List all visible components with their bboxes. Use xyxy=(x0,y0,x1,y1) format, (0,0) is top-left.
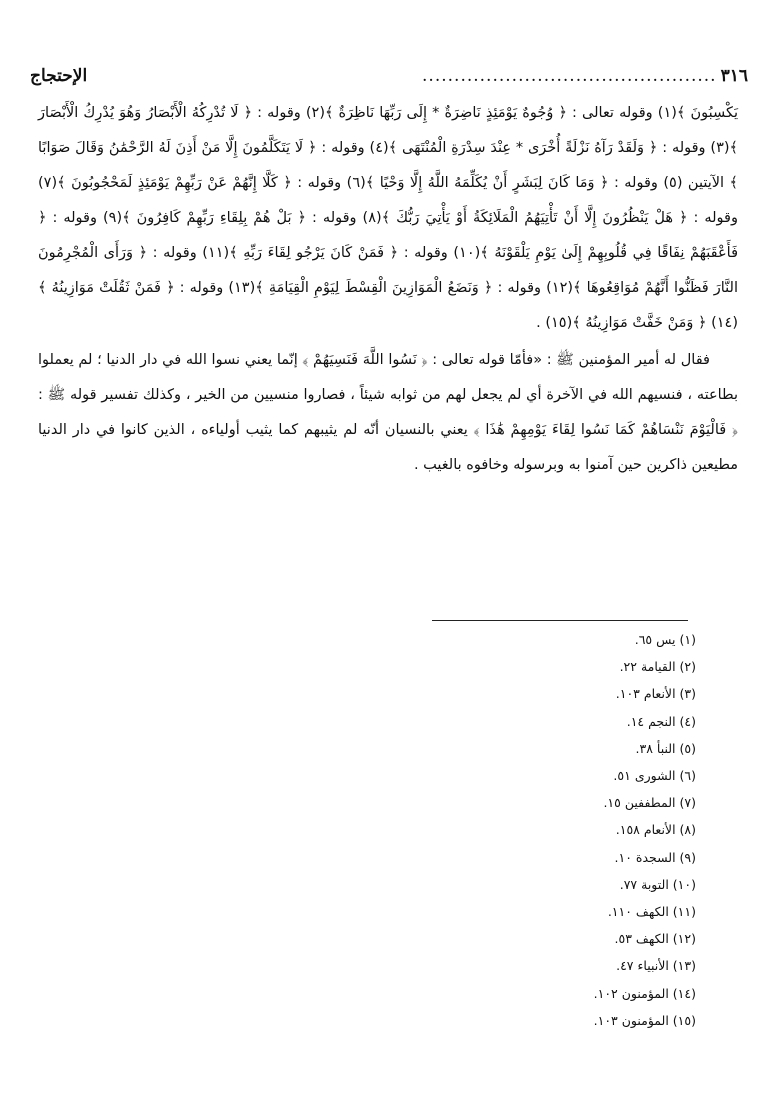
header-dots: .............................................. xyxy=(422,66,717,86)
footnote: (٨) الأنعام ١٥٨. xyxy=(615,822,696,838)
running-title: الإحتجاج xyxy=(30,66,88,86)
footnote: (١٥) المؤمنون ١٠٣. xyxy=(593,1012,696,1028)
main-text xyxy=(38,96,738,483)
footnote: (٢) القيامة ٢٢. xyxy=(619,659,696,675)
footnote: (١) يس ٦٥. xyxy=(634,632,696,647)
footnote: (٤) النجم ١٤. xyxy=(626,713,696,729)
footnote: (٣) الأنعام ١٠٣. xyxy=(615,686,696,702)
footnote: (١٣) الأنبياء ٤٧. xyxy=(616,958,696,974)
paragraph-commentary: فقال له أمير المؤمنين ﷺ : «فأمّا قوله تعالى : ﴿ نَسُوا اللَّهَ فَنَسِيَهُمْ ﴾ إنّما يعني نسوا الله في دار الدنيا ؛ لم يعملوا بطاعته ، فنسيهم الله في الآخرة أي لم يجعل لهم من ثوابه شيئاً ، فصاروا منسيين من الخير ، وكذلك تفسير قوله ﷺ : ﴿ فَالْيَوْمَ نَنْسَاهُمْ كَمَا نَسُوا لِقَاءَ يَوْمِهِمْ هَٰذَا ﴾ يعني بالنسيان أنّه لم يثيبهم كما يثيب أولياءه ، الذين كانوا في دار الدنيا مطيعين ذاكرين حين آمنوا به وبرسوله وخافوه بالغيب . xyxy=(38,352,738,473)
footnote: (١٠) التوبة ٧٧. xyxy=(619,876,696,892)
paragraph-quranic-verses: يَكْسِبُونَ ﴾(١) وقوله تعالى : ﴿ وُجُوهٌ يَوْمَئِذٍ نَاضِرَةٌ * إِلَى رَبِّهَا نَاظِرَةٌ ﴾(٢) وقوله : ﴿ لَا تُدْرِكُهُ الْأَبْصَارُ وَهُوَ يُدْرِكُ الْأَبْصَارَ ﴾(٣) وقوله : ﴿ وَلَقَدْ رَآهُ نَزْلَةً أُخْرَى * عِنْدَ سِدْرَةِ الْمُنْتَهَى ﴾(٤) وقوله : ﴿ لَا يَتَكَلَّمُونَ إِلَّا مَنْ أَذِنَ لَهُ الرَّحْمَٰنُ وَقَالَ صَوَابًا ﴾ الآيتين (٥) وقوله : ﴿ وَمَا كَانَ لِبَشَرٍ أَنْ يُكَلِّمَهُ اللَّهُ إِلَّا وَحْيًا ﴾(٦) وقوله : ﴿ كَلَّا إِنَّهُمْ عَنْ رَبِّهِمْ يَوْمَئِذٍ لَمَحْجُوبُونَ ﴾(٧) وقوله : ﴿ هَلْ يَنْظُرُونَ إِلَّا أَنْ تَأْتِيَهُمُ الْمَلَائِكَةُ أَوْ يَأْتِيَ رَبُّكَ ﴾(٨) وقوله : ﴿ بَلْ هُمْ بِلِقَاءِ رَبِّهِمْ كَافِرُونَ ﴾(٩) وقوله : ﴿ فَأَعْقَبَهُمْ نِفَاقًا فِي قُلُوبِهِمْ إِلَىٰ يَوْمِ يَلْقَوْنَهُ ﴾(١٠) وقوله : ﴿ فَمَنْ كَانَ يَرْجُو لِقَاءَ رَبِّهِ ﴾(١١) وقوله : ﴿ وَرَأَى الْمُجْرِمُونَ النَّارَ فَظَنُّوا أَنَّهُمْ مُوَاقِعُوهَا ﴾(١٢) وقوله : ﴿ وَنَضَعُ الْمَوَازِينَ الْقِسْطَ لِيَوْمِ الْقِيَامَةِ ﴾(١٣) وقوله : ﴿ فَمَنْ ثَقُلَتْ مَوَازِينُهُ ﴾(١٤) ﴿ وَمَنْ خَفَّتْ مَوَازِينُهُ ﴾(١٥) . xyxy=(38,105,739,331)
footnote-divider xyxy=(432,620,688,621)
footnote: (٦) الشورى ٥١. xyxy=(613,768,696,784)
page-number: ٣١٦ xyxy=(720,66,748,86)
footnote: (١٢) الكهف ٥٣. xyxy=(614,931,696,947)
footnote: (٥) النبأ ٣٨. xyxy=(635,740,696,756)
footnote: (١١) الكهف ١١٠. xyxy=(607,904,696,920)
footnotes-list xyxy=(396,626,696,1034)
page-header xyxy=(30,52,748,86)
footnote: (٩) السجدة ١٠. xyxy=(614,849,696,865)
footnote: (٧) المطففين ١٥. xyxy=(603,795,696,811)
footnote: (١٤) المؤمنون ١٠٢. xyxy=(593,985,696,1001)
